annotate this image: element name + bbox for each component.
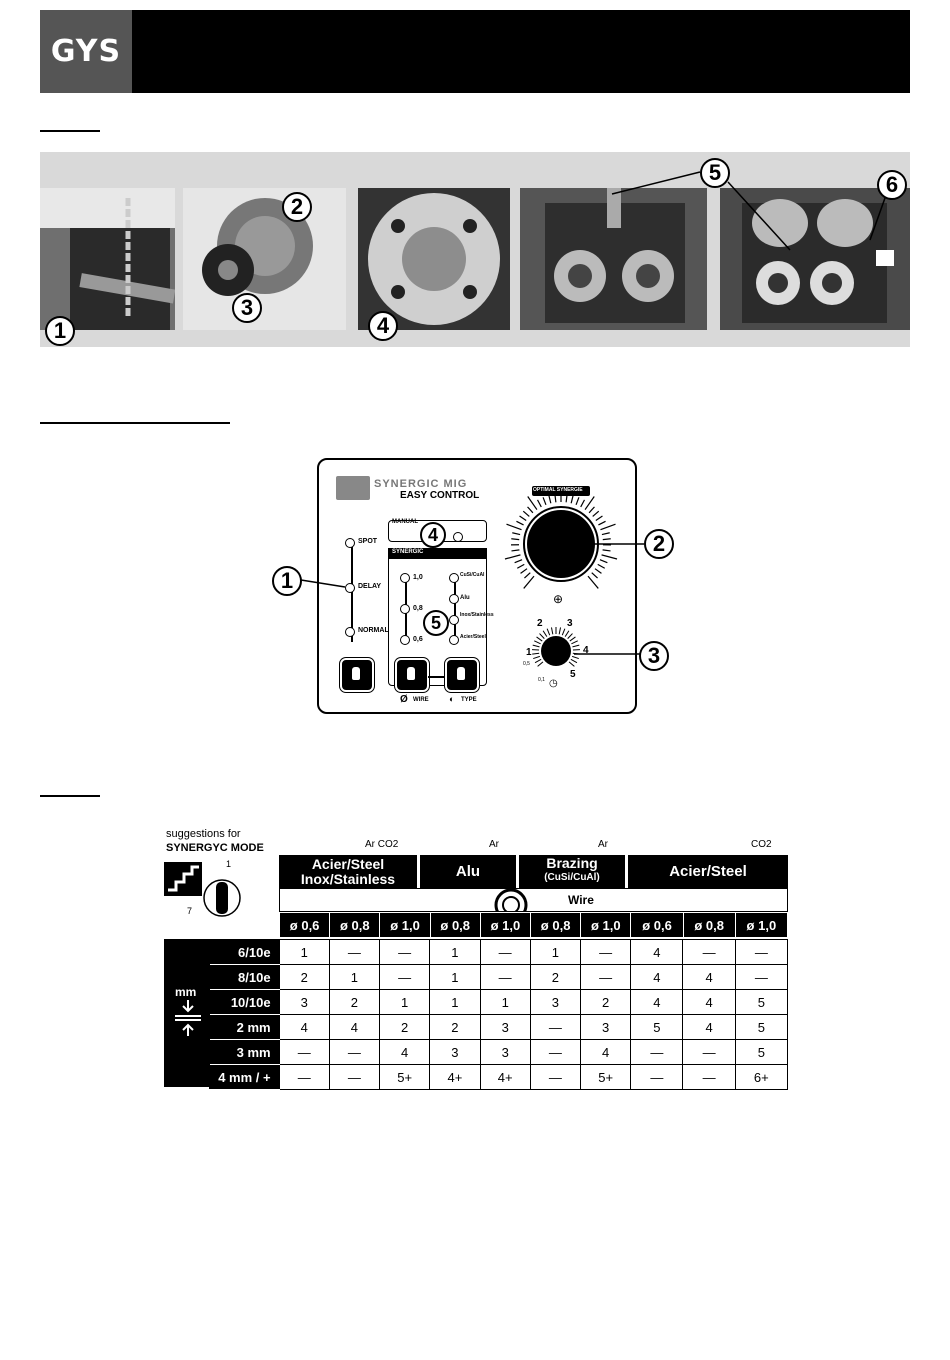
wire-label-table: Wire bbox=[568, 893, 594, 907]
table-cell: — bbox=[329, 1040, 379, 1065]
diameter-row bbox=[280, 913, 788, 938]
table-cell: — bbox=[480, 940, 530, 965]
table-cell: — bbox=[279, 1040, 329, 1065]
table-row bbox=[164, 1040, 788, 1065]
type-cusi-label: CuSi/CuAl bbox=[460, 572, 485, 578]
synergic-label: SYNERGIC bbox=[392, 549, 424, 555]
table-cell: — bbox=[279, 1065, 329, 1090]
manual-label: MANUAL bbox=[392, 519, 418, 525]
gas-ar-1: Ar bbox=[489, 839, 499, 850]
table-cell: 4 bbox=[279, 1015, 329, 1040]
table-cell: — bbox=[683, 940, 735, 965]
table-cell: 4+ bbox=[430, 1065, 480, 1090]
mode-normal-label: NORMAL bbox=[358, 627, 389, 634]
table-cell: — bbox=[530, 1065, 580, 1090]
group-alu: Alu bbox=[420, 855, 516, 888]
table-cell: 4 bbox=[683, 990, 735, 1015]
diameter-header-cell: ø 0,6 bbox=[280, 913, 330, 938]
table-cell: 4 bbox=[683, 1015, 735, 1040]
table-cell: — bbox=[329, 1065, 379, 1090]
knob-number-7: 7 bbox=[187, 906, 193, 916]
panel-callout-1: 1 bbox=[272, 566, 302, 596]
wire-label: WIRE bbox=[413, 697, 429, 703]
thickness-table bbox=[164, 939, 788, 1090]
diameter-header-cell: ø 0,8 bbox=[330, 913, 380, 938]
table-cell: 1 bbox=[380, 990, 430, 1015]
table-cell: 5 bbox=[735, 990, 787, 1015]
photo-callout-5: 5 bbox=[700, 158, 730, 188]
table-cell: 4 bbox=[683, 965, 735, 990]
table-cell: 4 bbox=[631, 990, 683, 1015]
knob-number-1: 1 bbox=[226, 859, 232, 869]
table-cell: — bbox=[380, 940, 430, 965]
wire-size-0-8: 0,8 bbox=[413, 605, 423, 612]
table-cell: — bbox=[631, 1040, 683, 1065]
table-cell: — bbox=[380, 965, 430, 990]
table-cell: — bbox=[683, 1040, 735, 1065]
table-cell: 1 bbox=[430, 990, 480, 1015]
mode-delay-label: DELAY bbox=[358, 583, 382, 590]
table-cell: 5+ bbox=[581, 1065, 631, 1090]
table-cell: 5 bbox=[735, 1015, 787, 1040]
panel-brand-line1: SYNERGIC MIG bbox=[374, 478, 468, 490]
photo-callout-4: 4 bbox=[368, 311, 398, 341]
table-cell: — bbox=[530, 1040, 580, 1065]
table-cell: — bbox=[581, 940, 631, 965]
table-cell: 3 bbox=[530, 990, 580, 1015]
table-cell: 3 bbox=[430, 1040, 480, 1065]
panel-leader-lines bbox=[0, 440, 700, 720]
table-cell: 1 bbox=[329, 965, 379, 990]
table-cell: — bbox=[480, 965, 530, 990]
table-cell: 4 bbox=[631, 965, 683, 990]
table-row bbox=[164, 940, 788, 965]
group-brazing-sub: (CuSi/CuAl) bbox=[544, 872, 600, 883]
gys-logo: GYS bbox=[40, 10, 132, 93]
data-table bbox=[279, 912, 788, 938]
table-cell: — bbox=[329, 940, 379, 965]
table-cell: 2 bbox=[530, 965, 580, 990]
table-cell: 1 bbox=[430, 940, 480, 965]
wire-size-1-0: 1,0 bbox=[413, 574, 423, 581]
panel-callout-5: 5 bbox=[423, 610, 449, 636]
type-label: TYPE bbox=[461, 697, 477, 703]
mm-label: mm bbox=[175, 985, 197, 999]
type-inox-label: Inox/Stainless bbox=[460, 612, 494, 618]
table-cell: 3 bbox=[279, 990, 329, 1015]
diameter-header-cell: ø 0,8 bbox=[430, 913, 480, 938]
table-cell: 2 bbox=[279, 965, 329, 990]
diameter-header-cell: ø 0,8 bbox=[683, 913, 735, 938]
type-steel-label: Acier/Steel bbox=[460, 634, 486, 640]
wire-diameter-icon: Ø bbox=[400, 694, 408, 705]
table-row bbox=[164, 990, 788, 1015]
row-thickness-label: 2 mm bbox=[210, 1015, 280, 1040]
suggestions-line1: suggestions for bbox=[166, 828, 241, 840]
photo-callout-3: 3 bbox=[232, 293, 262, 323]
table-cell: 5 bbox=[735, 1040, 787, 1065]
thickness-arrows-icon bbox=[172, 998, 204, 1038]
section-rule-3 bbox=[40, 795, 100, 797]
table-cell: 6+ bbox=[735, 1065, 787, 1090]
type-alu-label: Alu bbox=[460, 595, 470, 601]
table-cell: — bbox=[735, 965, 787, 990]
voltage-icon: ⊕ bbox=[553, 592, 564, 606]
photo-callout-2: 2 bbox=[282, 192, 312, 222]
row-thickness-label: 8/10e bbox=[210, 965, 280, 990]
gas-ar-2: Ar bbox=[598, 839, 608, 850]
mode-spot-label: SPOT bbox=[358, 538, 378, 545]
table-cell: 4 bbox=[329, 1015, 379, 1040]
table-cell: 3 bbox=[581, 1015, 631, 1040]
table-row bbox=[164, 1015, 788, 1040]
table-cell: 4+ bbox=[480, 1065, 530, 1090]
table-row bbox=[164, 965, 788, 990]
table-cell: — bbox=[631, 1065, 683, 1090]
table-cell: — bbox=[683, 1065, 735, 1090]
table-cell: 2 bbox=[581, 990, 631, 1015]
group-brazing-name: Brazing bbox=[546, 855, 598, 871]
diameter-header-cell: ø 1,0 bbox=[380, 913, 430, 938]
wire-spool-icon bbox=[486, 889, 536, 913]
table-cell: 2 bbox=[430, 1015, 480, 1040]
small-dial-3: 3 bbox=[567, 618, 573, 629]
table-cell: 1 bbox=[430, 965, 480, 990]
panel-callout-3: 3 bbox=[639, 641, 669, 671]
diameter-header-cell: ø 1,0 bbox=[480, 913, 530, 938]
small-dial-1: 1 bbox=[526, 647, 532, 658]
small-dial-4: 4 bbox=[583, 645, 589, 656]
row-thickness-label: 4 mm / + bbox=[210, 1065, 280, 1090]
small-dial-0-5: 0,5 bbox=[523, 661, 530, 667]
timer-icon: ◷ bbox=[549, 678, 558, 689]
wire-size-0-6: 0,6 bbox=[413, 636, 423, 643]
small-dial-2: 2 bbox=[537, 618, 543, 629]
small-dial-0-1: 0,1 bbox=[538, 677, 545, 683]
diameter-header-cell: ø 1,0 bbox=[735, 913, 787, 938]
table-row bbox=[164, 1065, 788, 1090]
group-steel-inox: Acier/Steel Inox/Stainless bbox=[279, 855, 417, 888]
table-cell: 2 bbox=[329, 990, 379, 1015]
group-brazing bbox=[519, 855, 625, 888]
table-cell: — bbox=[530, 1015, 580, 1040]
diameter-header-cell: ø 0,6 bbox=[631, 913, 683, 938]
table-cell: — bbox=[735, 940, 787, 965]
diameter-header-cell: ø 1,0 bbox=[581, 913, 631, 938]
panel-brand-line2: EASY CONTROL bbox=[400, 490, 480, 501]
table-cell: 5+ bbox=[380, 1065, 430, 1090]
table-cell: 3 bbox=[480, 1040, 530, 1065]
panel-callout-4: 4 bbox=[420, 522, 446, 548]
gas-co2: CO2 bbox=[751, 839, 772, 850]
table-cell: 3 bbox=[480, 1015, 530, 1040]
photo-callout-6: 6 bbox=[877, 170, 907, 200]
table-cell: 4 bbox=[581, 1040, 631, 1065]
panel-callout-2: 2 bbox=[644, 529, 674, 559]
table-cell: 1 bbox=[530, 940, 580, 965]
row-thickness-label: 6/10e bbox=[210, 940, 280, 965]
diameter-header-cell: ø 0,8 bbox=[531, 913, 581, 938]
photo-leader-lines bbox=[0, 0, 950, 360]
gas-ar-co2: Ar CO2 bbox=[365, 839, 399, 850]
table-cell: 4 bbox=[631, 940, 683, 965]
table-cell: 5 bbox=[631, 1015, 683, 1040]
table-cell: 2 bbox=[380, 1015, 430, 1040]
table-cell: 1 bbox=[480, 990, 530, 1015]
table-cell: 1 bbox=[279, 940, 329, 965]
table-cell: 4 bbox=[380, 1040, 430, 1065]
type-icon: ◐ bbox=[449, 694, 455, 704]
photo-callout-1: 1 bbox=[45, 316, 75, 346]
table-cell: — bbox=[581, 965, 631, 990]
small-dial-5: 5 bbox=[570, 669, 576, 680]
dial-title: OPTIMAL SYNERGIE bbox=[533, 487, 583, 493]
mode-selector-knob bbox=[196, 868, 246, 928]
row-thickness-label: 3 mm bbox=[210, 1040, 280, 1065]
section-rule-2 bbox=[40, 422, 230, 424]
suggestions-line2: SYNERGYC MODE bbox=[166, 842, 264, 854]
group-steel-co2: Acier/Steel bbox=[628, 855, 788, 888]
row-thickness-label: 10/10e bbox=[210, 990, 280, 1015]
